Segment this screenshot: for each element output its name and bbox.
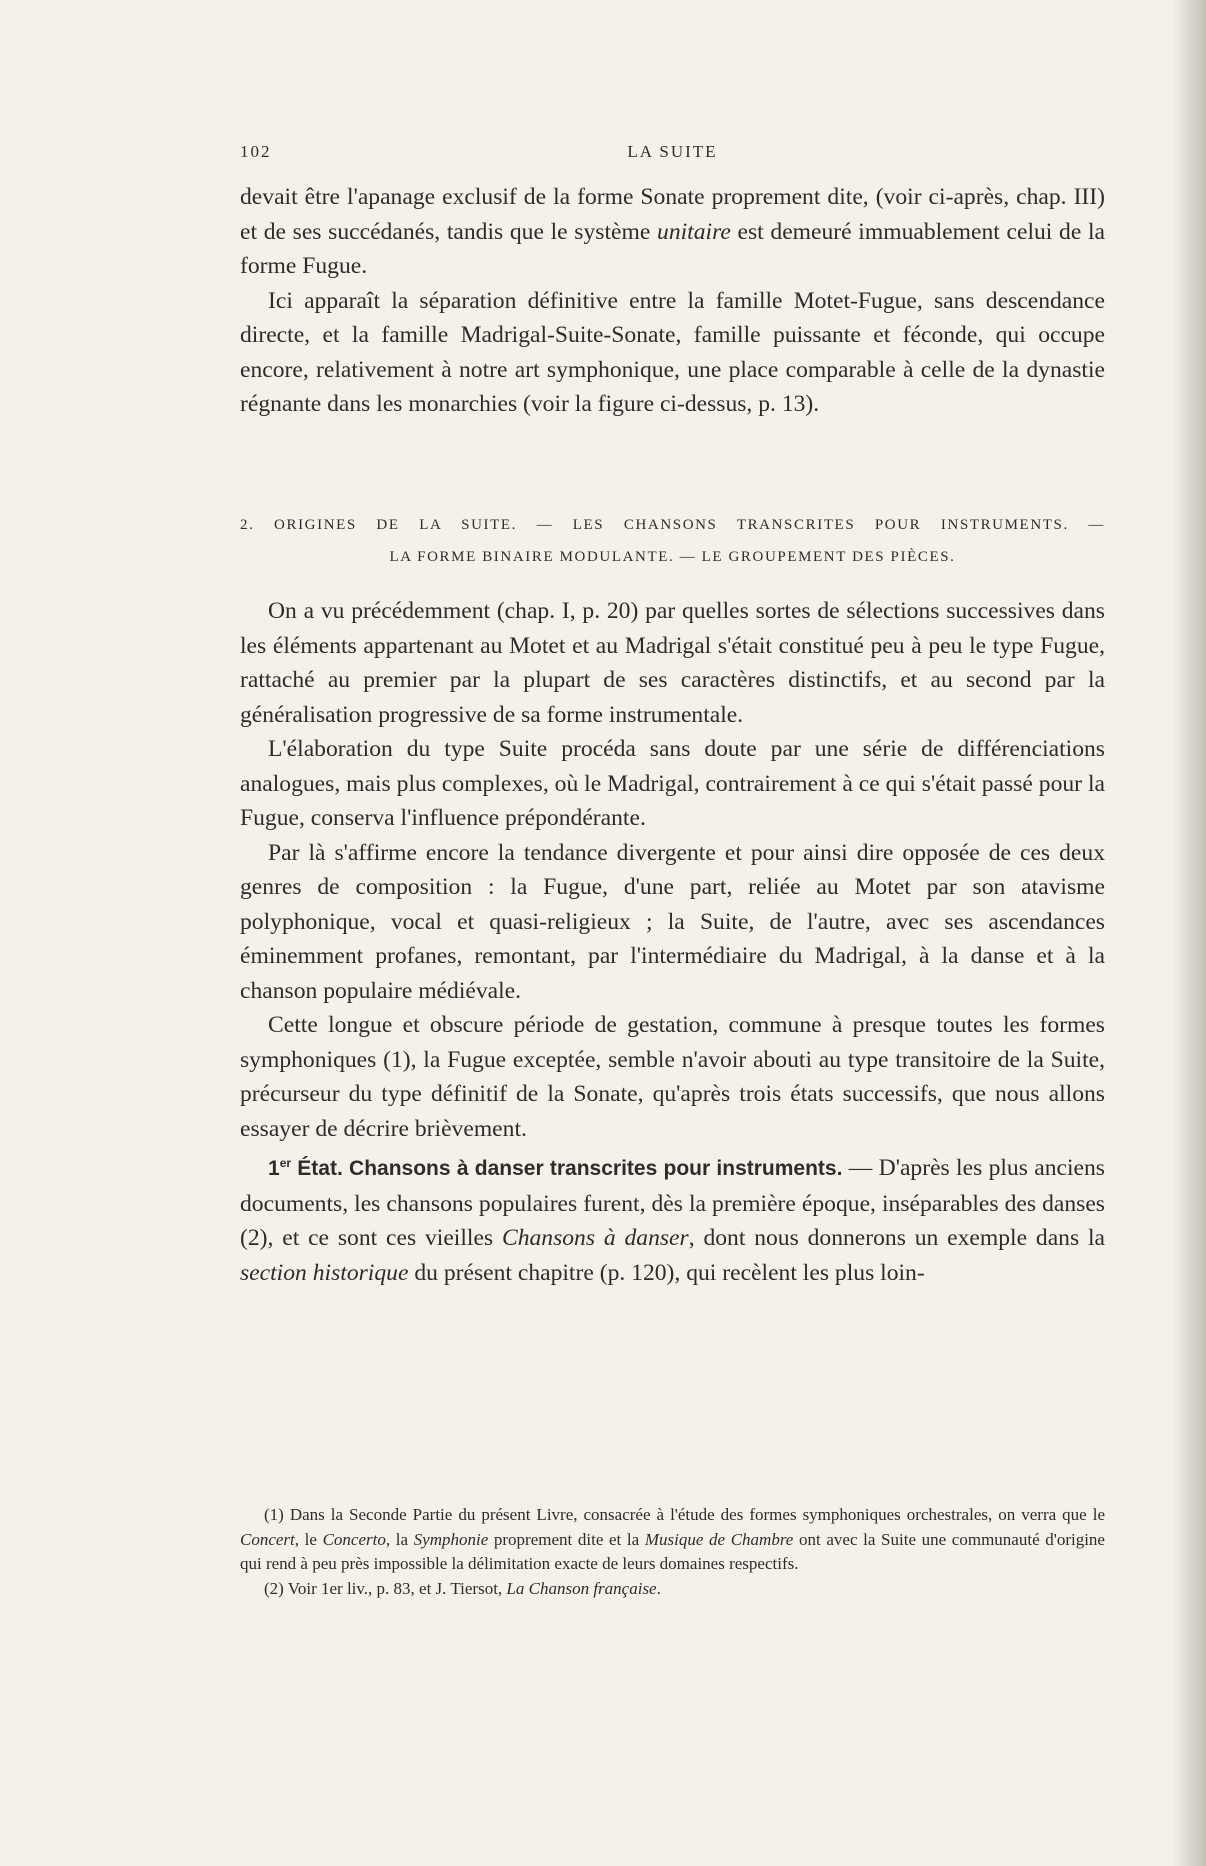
paragraph-etat: 1er État. Chansons à danser transcrites pour instruments. — D'après les plus anciens documents, les chansons populaires furent, dès la première époque, inséparables des danses (2), et ce sont ces vieilles Chansons à danser, dont nous donnerons un exemple dans la section historique du présent chapitre (p. 120), qui recèlent les plus loin- [240, 1155, 1105, 1286]
paragraph: L'élaboration du type Suite procéda sans doute par une série de différenciations analogues, mais plus complexes, où le Madrigal, contrairement à ce qui s'était passé pour la Fugue, conserva l'influence prépondérante. [240, 736, 1105, 831]
section-heading [240, 509, 1105, 573]
section-heading-line-1: 2. ORIGINES DE LA SUITE. — LES CHANSONS TRANSCRITES POUR INSTRUMENTS. — [240, 517, 1105, 533]
paragraph: On a vu précédemment (chap. I, p. 20) par quelles sortes de sélections successives dans les éléments appartenant au Motet et au Madrigal s'était constitué peu à peu le type Fugue, rattaché au premier par la plupart de ses caractères distinctifs, et au second par la généralisation progressive de sa forme instrumentale. [240, 598, 1105, 728]
paragraph: Ici apparaît la séparation définitive entre la famille Motet-Fugue, sans descendance directe, et la famille Madrigal-Suite-Sonate, famille puissante et féconde, qui occupe encore, relativement à notre art symphonique, une place comparable à celle de la dynastie régnante dans les monarchies (voir la figure ci-dessus, p. 13). [240, 287, 1105, 417]
section-heading-line-2: LA FORME BINAIRE MODULANTE. — LE GROUPEMENT DES PIÈCES. [389, 549, 956, 565]
text-block-main [240, 594, 1105, 1290]
paragraph: Cette longue et obscure période de gestation, commune à presque toutes les formes symphoniques (1), la Fugue exceptée, semble n'avoir abouti au type transitoire de la Suite, précurseur du type définitif de la Sonate, qu'après trois états successifs, que nous allons essayer de décrire brièvement. [240, 1012, 1105, 1142]
paragraph: devait être l'apanage exclusif de la forme Sonate proprement dite, (voir ci-après, chap. III) et de ses succédanés, tandis que le système unitaire est demeuré immuablement celui de la forme Fugue. [240, 184, 1106, 279]
footnote-1: (1) Dans la Seconde Partie du présent Livre, consacrée à l'étude des formes symphoniques orchestrales, on verra que le Concert, le Concerto, la Symphonie proprement dite et la Musique de Chambre ont avec la Suite une communauté d'origine qui rend à peu près impossible la délimitation exacte de leurs domaines respectifs. [240, 1505, 1105, 1573]
footnote-2: (2) Voir 1er liv., p. 83, et J. Tiersot, La Chanson française. [264, 1578, 661, 1598]
running-title: LA SUITE [627, 142, 718, 161]
running-head [240, 142, 1105, 166]
page-number: 102 [240, 142, 272, 161]
text-block-top [240, 180, 1105, 422]
page-edge-shadow [1172, 0, 1206, 1866]
footnotes [240, 1503, 1105, 1601]
etat-heading: 1er État. Chansons à danser transcrites pour instruments. [268, 1156, 843, 1180]
paragraph: Par là s'affirme encore la tendance divergente et pour ainsi dire opposée de ces deux genres de composition : la Fugue, d'une part, reliée au Motet par son atavisme polyphonique, vocal et quasi-religieux ; la Suite, de l'autre, avec ses ascendances éminemment profanes, remontant, par l'intermédiaire du Madrigal, à la danse et à la chanson populaire médiévale. [240, 839, 1105, 1004]
